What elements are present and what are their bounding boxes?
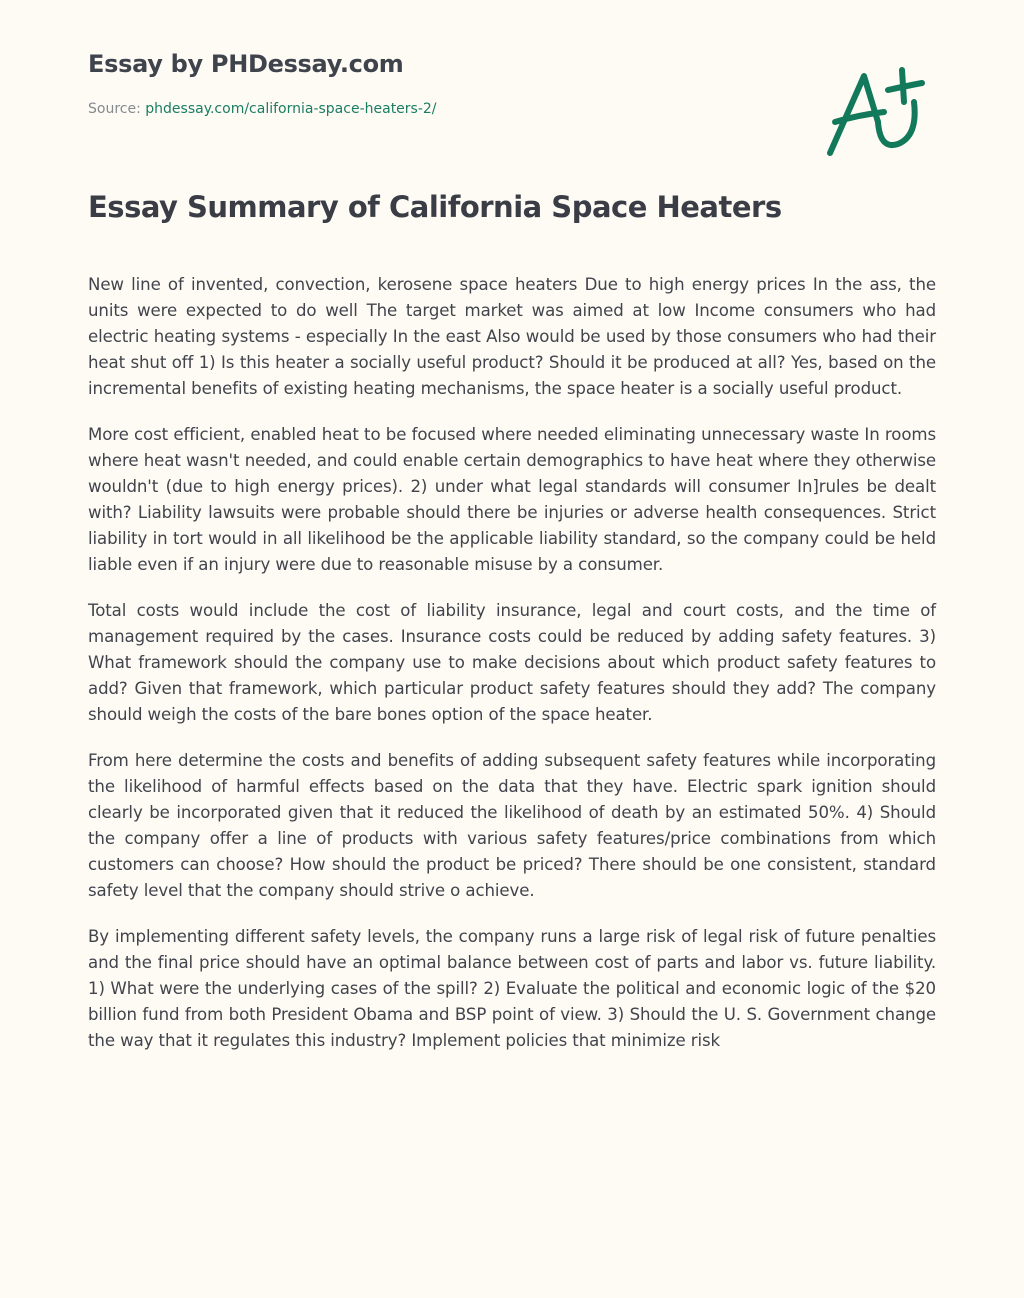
- source-label: Source:: [88, 101, 141, 117]
- site-title: Essay by PHDessay.com: [88, 50, 404, 78]
- source-line: [88, 101, 437, 117]
- a-plus-logo-icon: [818, 62, 928, 166]
- essay-body: [88, 272, 936, 1074]
- essay-paragraph: More cost efficient, enabled heat to be focused where needed eliminating unnecessary waste In rooms where heat wasn't needed, and could enable certain demographics to have heat where they otherwise wouldn't (due to high energy prices). 2) under what legal standards will consumer In]rules be dealt with? Liability lawsuits were probable should there be injuries or adverse health consequences. Strict liability in tort would in all likelihood be the applicable liability standard, so the company could be held liable even if an injury were due to reasonable misuse by a consumer.: [88, 425, 936, 574]
- essay-paragraph: By implementing different safety levels, the company runs a large risk of legal risk of future penalties and the final price should have an optimal balance between cost of parts and labor vs. future liability. 1) What were the underlying cases of the spill? 2) Evaluate the political and economic logic of the $20 billion fund from both President Obama and BSP point of view. 3) Should the U. S. Government change the way that it regulates this industry? Implement policies that minimize risk: [88, 927, 936, 1050]
- essay-title: Essay Summary of California Space Heaters: [88, 190, 782, 224]
- essay-paragraph: From here determine the costs and benefits of adding subsequent safety features while incorporating the likelihood of harmful effects based on the data that they have. Electric spark ignition should clearly be incorporated given that it reduced the likelihood of death by an estimated 50%. 4) Should the company offer a line of products with various safety features/price combinations from which customers can choose? How should the product be priced? There should be one consistent, standard safety level that the company should strive o achieve.: [88, 751, 936, 900]
- essay-paragraph: New line of invented, convection, kerosene space heaters Due to high energy prices In the ass, the units were expected to do well The target market was aimed at low Income consumers who had electric heating systems - especially In the east Also would be used by those consumers who had their heat shut off 1) Is this heater a socially useful product? Should it be produced at all? Yes, based on the incremental benefits of existing heating mechanisms, the space heater is a socially useful product.: [88, 275, 936, 398]
- essay-paragraph: Total costs would include the cost of liability insurance, legal and court costs, and the time of management required by the cases. Insurance costs could be reduced by adding safety features. 3) What framework should the company use to make decisions about which product safety features to add? Given that framework, which particular product safety features should they add? The company should weigh the costs of the bare bones option of the space heater.: [88, 601, 936, 724]
- source-link[interactable]: phdessay.com/california-space-heaters-2/: [145, 101, 437, 117]
